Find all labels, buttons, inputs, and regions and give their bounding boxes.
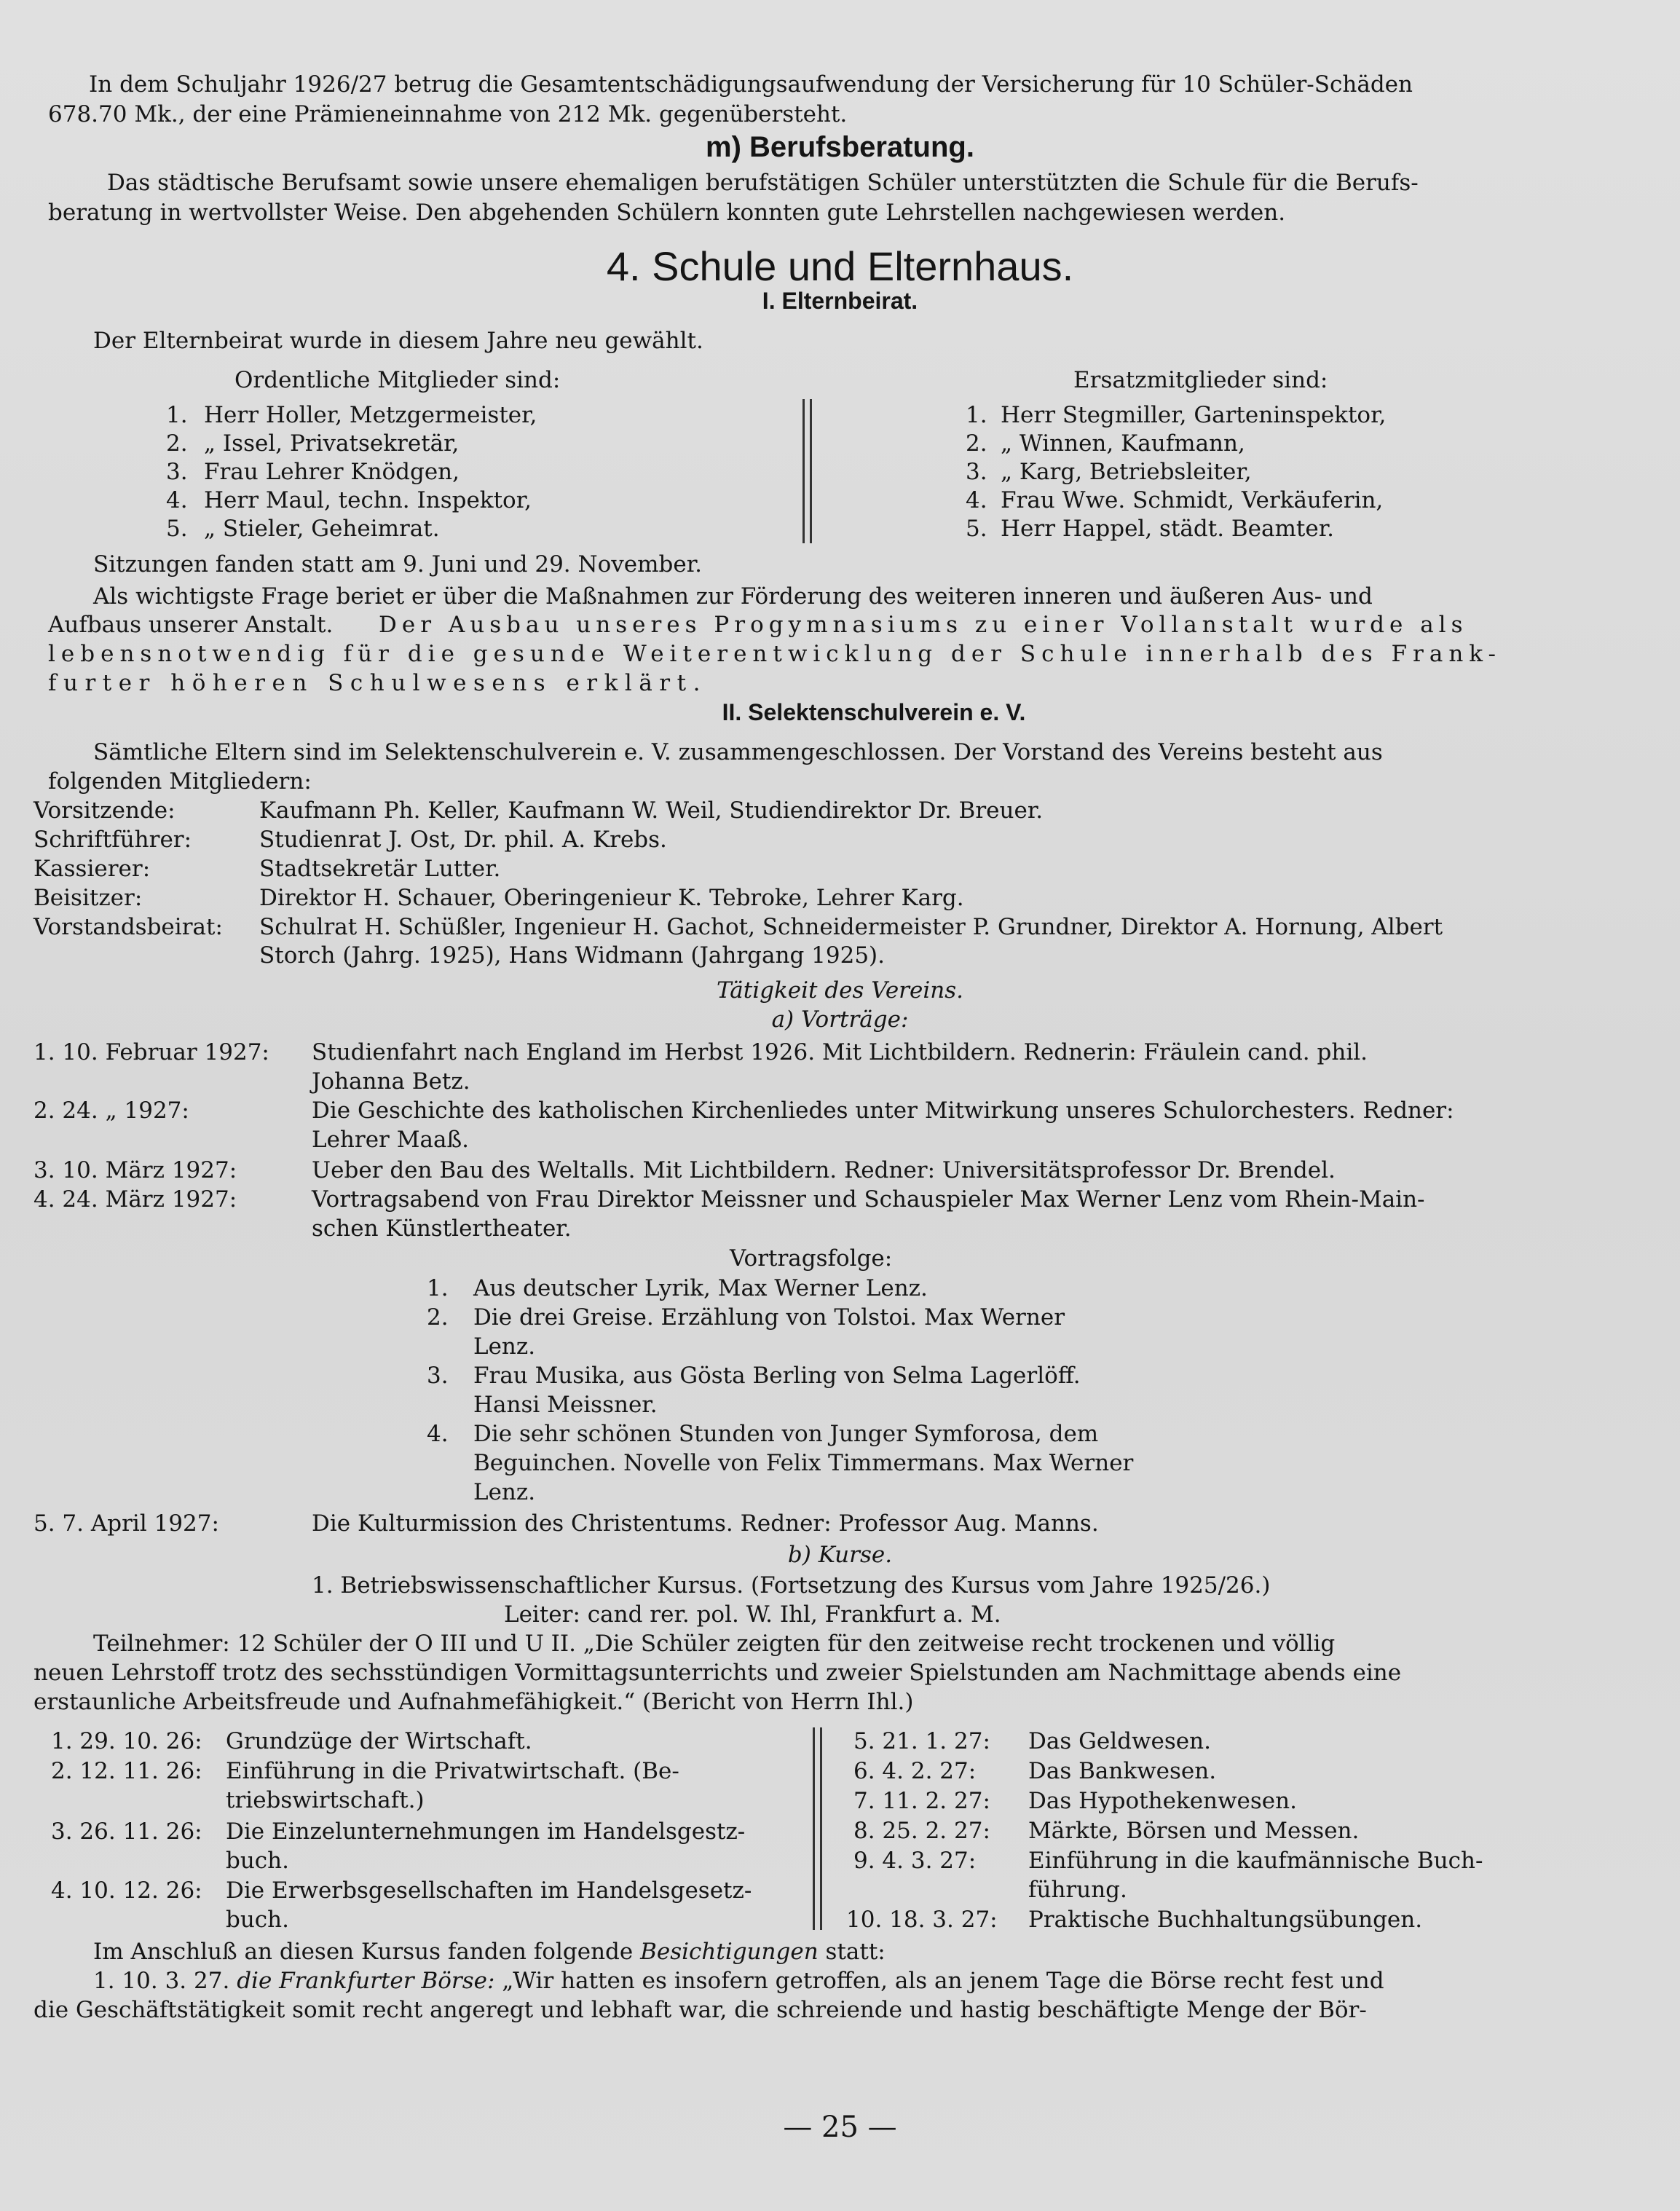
kurs-topic: Die Einzelunternehmungen im Handelsgestz- <box>226 1818 746 1845</box>
column-divider <box>810 399 812 543</box>
column-divider <box>813 1727 815 1930</box>
vortraege-heading: a) Vorträge: <box>771 1006 909 1033</box>
ersatz-title: Ersatzmitglieder sind: <box>1073 367 1328 393</box>
kurs-date: 10. 18. 3. 27: <box>846 1907 998 1933</box>
section-heading-berufsberatung: m) Berufsberatung. <box>706 131 974 163</box>
boerse-line-2: die Geschäftstätigkeit somit recht angeregt und lebhaft war, die schreiende und hastig beschäftigte Menge der Bör- <box>33 1997 1367 2023</box>
vorstand-names: Schulrat H. Schüßler, Ingenieur H. Gachot, Schneidermeister P. Grundner, Direktor A. Hornung, Albert <box>259 914 1443 940</box>
vortrag-text: schen Künstlertheater. <box>312 1215 572 1242</box>
teilnehmer-line-3: erstaunliche Arbeitsfreude und Aufnahmefähigkeit.“ (Bericht von Herrn Ihl.) <box>33 1689 914 1715</box>
kurs-leiter: Leiter: cand rer. pol. W. Ihl, Frankfurt a. M. <box>504 1601 1001 1628</box>
vortragsfolge-num: 3. <box>427 1363 449 1389</box>
vortragsfolge-item: Die drei Greise. Erzählung von Tolstoi. Max Werner <box>473 1304 1065 1331</box>
vorstand-names: Kaufmann Ph. Keller, Kaufmann W. Weil, Studiendirektor Dr. Breuer. <box>259 797 1044 824</box>
kurs-topic: triebswirtschaft.) <box>226 1787 425 1813</box>
vortragsfolge-item: Frau Musika, aus Gösta Berling von Selma Lagerlöff. <box>473 1363 1081 1389</box>
vorstand-names: Studienrat J. Ost, Dr. phil. A. Krebs. <box>259 827 667 853</box>
ersatz-num: 5. <box>966 516 987 542</box>
kurs-date: 7. 11. 2. 27: <box>853 1788 990 1814</box>
vortragsfolge-num: 1. <box>427 1275 449 1301</box>
anschluss-line <box>93 1937 886 1966</box>
elternbeirat-intro: Der Elternbeirat wurde in diesem Jahre neu gewählt. <box>93 328 703 354</box>
ordentliche-num: 3. <box>166 459 188 485</box>
kurs-date: 2. 12. 11. 26: <box>51 1758 202 1784</box>
vortrag-date: 2. 24. „ 1927: <box>33 1097 189 1124</box>
kurs-topic: Die Erwerbsgesellschaften im Handelsgesetz- <box>226 1877 752 1904</box>
ersatz-item: Frau Wwe. Schmidt, Verkäuferin, <box>1001 487 1384 513</box>
kurs-topic: buch. <box>226 1848 289 1874</box>
kurs-date: 4. 10. 12. 26: <box>51 1877 202 1904</box>
sitzungen-text: Sitzungen fanden statt am 9. Juni und 29. November. <box>93 551 703 578</box>
kurse-heading: b) Kurse. <box>787 1542 893 1568</box>
vorstand-role: Vorstandsbeirat: <box>33 914 223 940</box>
kurs-topic: Das Hypothekenwesen. <box>1028 1788 1297 1814</box>
ersatz-num: 2. <box>966 430 987 457</box>
spaced-emphasis-line-1: lebensnotwendig für die gesunde Weiterentwicklung der Schule innerhalb des Frank- <box>48 641 1502 667</box>
selekten-line-2: folgenden Mitgliedern: <box>48 768 312 795</box>
frage-line-2: Aufbaus unserer Anstalt. <box>48 612 334 638</box>
ersatz-num: 3. <box>966 459 987 485</box>
boerse-line-1 <box>93 1966 1384 1995</box>
vorstand-role: Kassierer: <box>33 856 151 882</box>
teilnehmer-line-1: Teilnehmer: 12 Schüler der O III und U II. „Die Schüler zeigten für den zeitweise recht trockenen und völlig <box>93 1631 1336 1657</box>
vorstand-role: Vorsitzende: <box>33 797 176 824</box>
kurs-topic: Märkte, Börsen und Messen. <box>1028 1818 1360 1844</box>
vortrag-date: 5. 7. April 1927: <box>33 1510 219 1537</box>
ersatz-num: 1. <box>966 402 987 428</box>
kurs-date: 5. 21. 1. 27: <box>853 1728 990 1754</box>
vortragsfolge-item: Beguinchen. Novelle von Felix Timmermans. Max Werner <box>473 1450 1134 1476</box>
vortrag-text: Vortragsabend von Frau Direktor Meissner und Schauspieler Max Werner Lenz vom Rhein-Main- <box>312 1186 1425 1213</box>
vortragsfolge-item: Lenz. <box>473 1333 536 1360</box>
kurs-date: 9. 4. 3. 27: <box>853 1848 977 1874</box>
kurs-topic: Das Bankwesen. <box>1028 1758 1217 1784</box>
vortrag-date: 4. 24. März 1927: <box>33 1186 237 1213</box>
kurs-title: 1. Betriebswissenschaftlicher Kursus. (Fortsetzung des Kursus vom Jahre 1925/26.) <box>312 1572 1271 1599</box>
ordentliche-num: 2. <box>166 430 188 457</box>
vortrag-text: Die Kulturmission des Christentums. Redner: Professor Aug. Manns. <box>312 1510 1099 1537</box>
ordentliche-num: 5. <box>166 516 188 542</box>
ersatz-item: „ Winnen, Kaufmann, <box>1001 430 1245 457</box>
spaced-emphasis-line-2: furter höheren Schulwesens erklärt. <box>48 670 707 696</box>
section-heading-selektenschulverein: II. Selektenschulverein e. V. <box>722 699 1026 725</box>
berufsberatung-line-2: beratung in wertvollster Weise. Den abgehenden Schülern konnten gute Lehrstellen nachgewiesen werden. <box>48 200 1286 226</box>
vortragsfolge-item: Aus deutscher Lyrik, Max Werner Lenz. <box>473 1275 928 1301</box>
ordentliche-item: „ Issel, Privatsekretär, <box>204 430 460 457</box>
kurs-topic: Grundzüge der Wirtschaft. <box>226 1728 532 1754</box>
vortrag-date: 1. 10. Februar 1927: <box>33 1039 269 1065</box>
vortragsfolge-item: Die sehr schönen Stunden von Junger Symforosa, dem <box>473 1421 1099 1447</box>
ersatz-item: Herr Stegmiller, Garteninspektor, <box>1001 402 1387 428</box>
vorstand-role: Schriftführer: <box>33 827 192 853</box>
boerse-text: „Wir hatten es insofern getroffen, als an jenem Tage die Börse recht fest und <box>502 1968 1384 1994</box>
berufsberatung-line-1: Das städtische Berufsamt sowie unsere ehemaligen berufstätigen Schüler unterstützten die Schule für die Berufs- <box>107 170 1419 196</box>
ordentliche-title: Ordentliche Mitglieder sind: <box>234 367 561 393</box>
vortrag-text: Ueber den Bau des Weltalls. Mit Lichtbildern. Redner: Universitätsprofessor Dr. Brendel. <box>312 1157 1336 1183</box>
spaced-emphasis-lead: Der Ausbau unseres Progymnasiums zu einer Vollanstalt wurde als <box>379 612 1468 638</box>
column-divider <box>802 399 805 543</box>
kurs-topic: buch. <box>226 1907 289 1933</box>
section-heading-elternbeirat: I. Elternbeirat. <box>762 288 918 314</box>
vorstand-role: Beisitzer: <box>33 885 143 911</box>
ersatz-num: 4. <box>966 487 987 513</box>
vortrag-text: Studienfahrt nach England im Herbst 1926. Mit Lichtbildern. Rednerin: Fräulein cand. phil. <box>312 1039 1368 1065</box>
anschluss-text-end: statt: <box>825 1939 886 1965</box>
boerse-label: die Frankfurter Börse: <box>237 1968 495 1994</box>
intro-line-2: 678.70 Mk., der eine Prämieneinnahme von 212 Mk. gegenübersteht. <box>48 101 848 127</box>
vortragsfolge-title: Vortragsfolge: <box>730 1245 893 1272</box>
kurs-topic: Einführung in die kaufmännische Buch- <box>1028 1848 1483 1874</box>
kurs-topic: führung. <box>1028 1877 1127 1903</box>
intro-line-1: In dem Schuljahr 1926/27 betrug die Gesamtentschädigungsaufwendung der Versicherung für 10 Schüler-Schäden <box>89 71 1413 98</box>
chapter-title: 4. Schule und Elternhaus. <box>606 243 1074 289</box>
frage-line-1: Als wichtigste Frage beriet er über die Maßnahmen zur Förderung des weiteren inneren und äußeren Aus- und <box>93 583 1373 610</box>
vorstand-names: Stadtsekretär Lutter. <box>259 856 501 882</box>
vorstand-names-cont: Storch (Jahrg. 1925), Hans Widmann (Jahrgang 1925). <box>259 942 885 969</box>
vortrag-text: Die Geschichte des katholischen Kirchenliedes unter Mitwirkung unseres Schulorchesters. Redner: <box>312 1097 1454 1124</box>
kurs-topic: Das Geldwesen. <box>1028 1728 1211 1754</box>
ordentliche-num: 1. <box>166 402 188 428</box>
ersatz-item: „ Karg, Betriebsleiter, <box>1001 459 1252 485</box>
boerse-date: 1. 10. 3. 27. <box>93 1968 230 1994</box>
ordentliche-num: 4. <box>166 487 188 513</box>
vortragsfolge-item: Hansi Meissner. <box>473 1392 658 1418</box>
kurs-topic: Praktische Buchhaltungsübungen. <box>1028 1907 1423 1933</box>
column-divider <box>820 1727 822 1930</box>
kurs-topic: Einführung in die Privatwirtschaft. (Be- <box>226 1758 679 1784</box>
teilnehmer-line-2: neuen Lehrstoff trotz des sechsstündigen Vormittagsunterrichts und zweier Spielstunden am Nachmittage abends eine <box>33 1660 1402 1686</box>
page-number: — 25 — <box>783 2110 897 2144</box>
anschluss-emphasis: Besichtigungen <box>640 1939 819 1965</box>
ordentliche-item: Frau Lehrer Knödgen, <box>204 459 460 485</box>
vortrag-date: 3. 10. März 1927: <box>33 1157 237 1183</box>
vortragsfolge-num: 4. <box>427 1421 449 1447</box>
ordentliche-item: Herr Holler, Metzgermeister, <box>204 402 537 428</box>
kurs-date: 8. 25. 2. 27: <box>853 1818 990 1844</box>
vortrag-text: Johanna Betz. <box>312 1068 470 1095</box>
vortrag-text: Lehrer Maaß. <box>312 1127 470 1153</box>
kurs-date: 6. 4. 2. 27: <box>853 1758 977 1784</box>
vortragsfolge-num: 2. <box>427 1304 449 1331</box>
selekten-line-1: Sämtliche Eltern sind im Selektenschulverein e. V. zusammengeschlossen. Der Vorstand des Vereins besteht aus <box>93 739 1383 765</box>
vortragsfolge-item: Lenz. <box>473 1479 536 1505</box>
kurs-date: 3. 26. 11. 26: <box>51 1818 202 1845</box>
ordentliche-item: „ Stieler, Geheimrat. <box>204 516 440 542</box>
vorstand-names: Direktor H. Schauer, Oberingenieur K. Tebroke, Lehrer Karg. <box>259 885 964 911</box>
ersatz-item: Herr Happel, städt. Beamter. <box>1001 516 1334 542</box>
ordentliche-item: Herr Maul, techn. Inspektor, <box>204 487 532 513</box>
taetigkeit-heading: Tätigkeit des Vereins. <box>717 977 963 1004</box>
anschluss-text: Im Anschluß an diesen Kursus fanden folgende <box>93 1939 634 1965</box>
kurs-date: 1. 29. 10. 26: <box>51 1728 202 1754</box>
